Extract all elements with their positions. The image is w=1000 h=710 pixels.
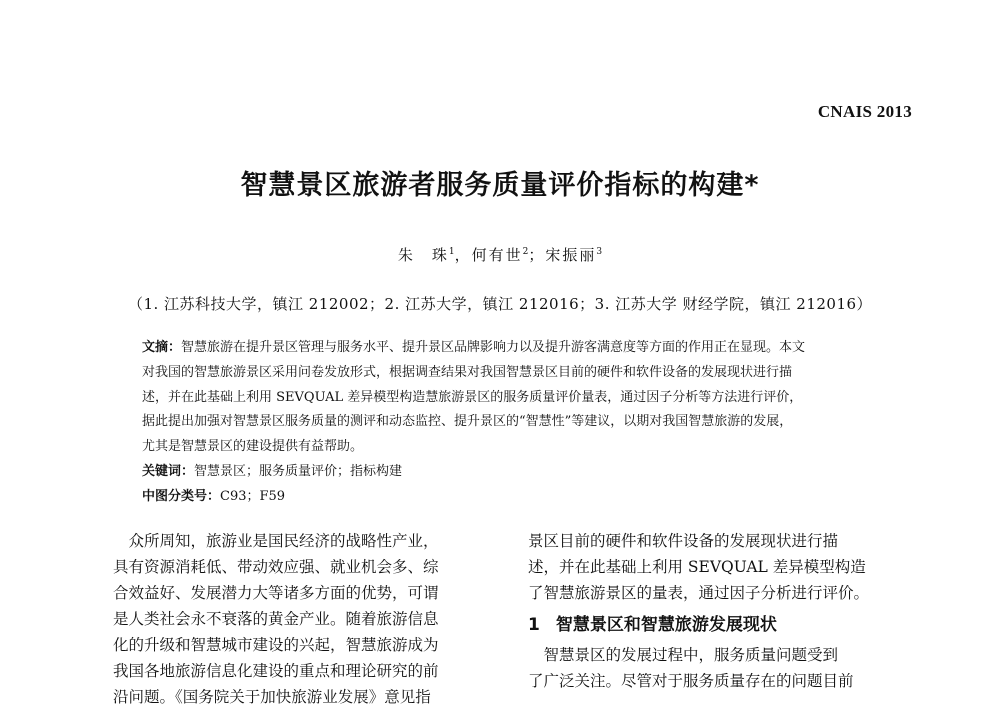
abstract-line: 述，并在此基础上利用 SEVQUAL 差异模型构造慧旅游景区的服务质量评价量表，通过因子分析等方法进行评价， — [142, 389, 803, 405]
clc-label: 中图分类号： — [142, 488, 221, 504]
abstract-block — [142, 336, 888, 510]
section-number: 1 — [528, 615, 540, 635]
author-name: 朱 珠 — [397, 246, 449, 264]
author-affil-mark: 1 — [448, 247, 455, 257]
abstract-label: 文摘： — [142, 340, 182, 355]
body-line: 合效益好、发展潜力大等诸多方面的优势，可谓 — [113, 584, 439, 602]
clc-text: C93；F59 — [220, 488, 286, 504]
clc-line — [142, 485, 888, 510]
author-separator: ； — [528, 246, 546, 264]
abstract-line: 对我国的智慧旅游景区采用问卷发放形式，根据调查结果对我国智慧景区目前的硬件和软件设备的发展现状进行描 — [142, 364, 793, 380]
author-affil-mark: 2 — [522, 247, 529, 257]
body-line: 沿问题。《国务院关于加快旅游业发展》意见指 — [113, 688, 431, 706]
paper-title: 智慧景区旅游者服务质量评价指标的构建* — [240, 170, 760, 201]
author-affil-mark: 3 — [596, 247, 603, 257]
body-line: 智慧景区的发展过程中，服务质量问题受到 — [528, 646, 839, 664]
author-name: 宋振丽 — [545, 246, 597, 264]
keywords-text: 智慧景区；服务质量评价；指标构建 — [194, 463, 403, 479]
body-column-left — [113, 528, 485, 710]
abstract-text: 智慧旅游在提升景区管理与服务水平、提升景区品牌影响力以及提升游客满意度等方面的作用正在显现。本文 — [181, 340, 806, 355]
body-line: 了智慧旅游景区的量表，通过因子分析进行评价。 — [528, 584, 870, 602]
body-line: 化的升级和智慧城市建设的兴起，智慧旅游成为 — [113, 636, 439, 654]
body-line: 述，并在此基础上利用 SEVQUAL 差异模型构造 — [528, 558, 866, 576]
author-list — [0, 244, 1000, 265]
abstract-line: 尤其是智慧景区的建设提供有益帮助。 — [142, 439, 364, 455]
keywords-line — [142, 460, 888, 485]
body-line: 众所周知，旅游业是国民经济的战略性产业， — [113, 532, 439, 550]
journal-header: CNAIS 2013 — [817, 102, 912, 121]
affiliations: （1. 江苏科技大学，镇江 212002；2. 江苏大学，镇江 212016；3. 江苏大学 财经学院，镇江 212016） — [127, 295, 873, 313]
body-line: 具有资源消耗低、带动效应强、就业机会多、综 — [113, 558, 439, 576]
abstract-line: 据此提出加强对智慧景区服务质量的测评和动态监控、提升景区的“智慧性”等建议，以期对我国智慧旅游的发展， — [142, 414, 793, 430]
body-column-right — [528, 528, 900, 694]
author-name: 何有世 — [471, 246, 523, 264]
section-heading — [528, 612, 900, 638]
author-separator: ， — [454, 246, 472, 264]
body-line: 是人类社会永不衰落的黄金产业。随着旅游信息 — [113, 610, 439, 628]
section-title: 智慧景区和智慧旅游发展现状 — [555, 615, 777, 635]
abstract-line — [142, 336, 888, 361]
body-line: 了广泛关注。尽管对于服务质量存在的问题目前 — [528, 672, 854, 690]
body-line: 景区目前的硬件和软件设备的发展现状进行描 — [528, 532, 839, 550]
keywords-label: 关键词： — [142, 463, 195, 479]
body-line: 我国各地旅游信息化建设的重点和理论研究的前 — [113, 662, 439, 680]
